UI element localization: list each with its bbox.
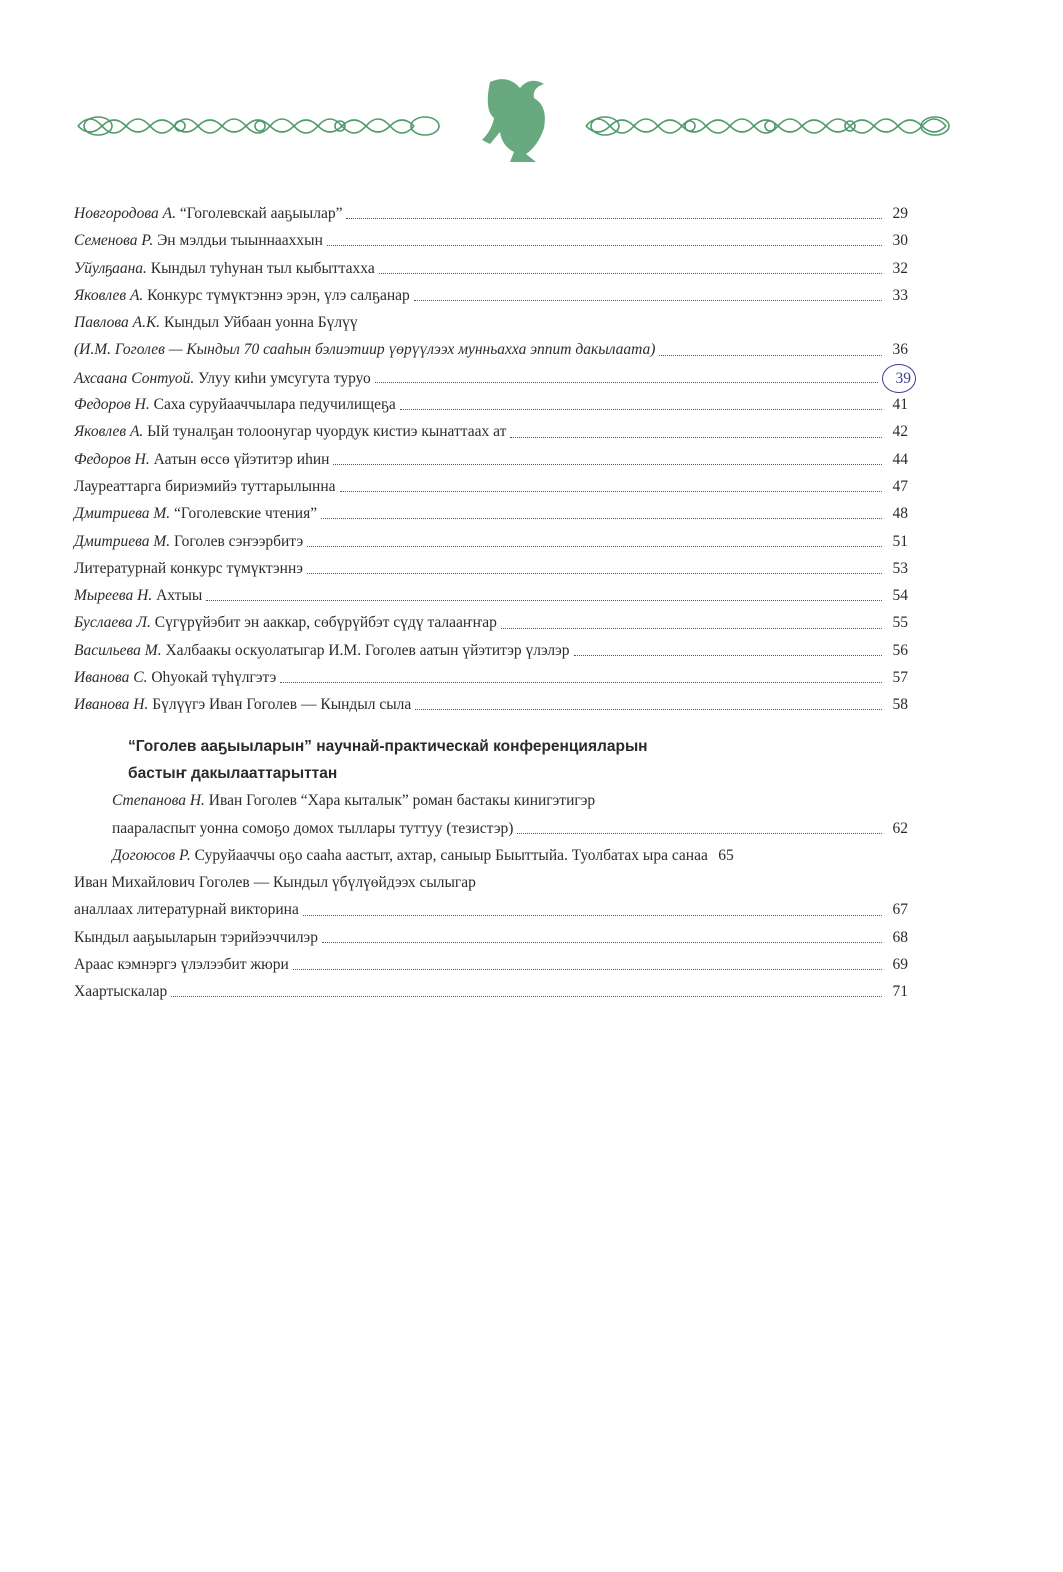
page-number: 56 xyxy=(892,641,908,659)
toc-entry xyxy=(74,691,908,718)
entry-title: Саха суруйааччылара педучилищеҕа xyxy=(153,396,396,414)
entry-title: Кындыл туһунан тыл кыбыттахха xyxy=(150,259,375,277)
entry-author: Буслаева Л. xyxy=(74,614,151,632)
toc-entry xyxy=(74,473,908,500)
toc-entry xyxy=(74,391,908,418)
leader-dots xyxy=(303,915,882,916)
toc-entry xyxy=(74,255,908,282)
right-vine-ornament xyxy=(586,117,949,135)
page-number: 69 xyxy=(892,956,908,974)
leader-dots xyxy=(379,273,882,274)
entry-author: Дмитриева М. xyxy=(74,505,171,523)
leader-dots xyxy=(327,245,882,246)
entry-author: Васильева М. xyxy=(74,641,162,659)
entry-author: Павлова А.К. xyxy=(74,314,161,332)
page-number: 65 xyxy=(718,846,734,864)
entry-title: Конкурс түмүктэннэ эрэн, үлэ салҕанар xyxy=(147,286,410,304)
toc-entry xyxy=(74,282,908,309)
toc-entry xyxy=(74,555,908,582)
entry-author: Догоюсов Р. xyxy=(112,846,191,864)
page-number: 67 xyxy=(892,901,908,919)
toc-entry xyxy=(74,637,908,664)
leader-dots xyxy=(340,491,882,492)
rearing-horse-emblem xyxy=(482,79,545,162)
leader-dots xyxy=(321,518,882,519)
toc-entry xyxy=(74,582,908,609)
toc-entry xyxy=(74,951,908,978)
entry-title: Араас кэмнэргэ үлэлээбит жюри xyxy=(74,956,289,974)
entry-author: Иванова С. xyxy=(74,669,148,687)
toc-entry xyxy=(74,446,908,473)
page-number: 48 xyxy=(892,505,908,523)
page-number: 54 xyxy=(892,587,908,605)
toc-tail-list xyxy=(74,869,908,1005)
toc-entry xyxy=(74,787,908,814)
entry-title: (И.М. Гоголев — Кындыл 70 сааһын бэлиэтиир үөрүүлээх мунньахха эппит дакылаата) xyxy=(74,341,656,359)
page-number: 55 xyxy=(892,614,908,632)
entry-author: Яковлев А. xyxy=(74,423,144,441)
page-number: 47 xyxy=(892,477,908,495)
toc-entry xyxy=(74,309,908,336)
entry-author: Яковлев А. xyxy=(74,286,144,304)
leader-dots xyxy=(415,709,882,710)
entry-author: Федоров Н. xyxy=(74,450,150,468)
leader-dots xyxy=(346,218,882,219)
entry-title: Гоголев сэҥээрбитэ xyxy=(174,532,304,550)
toc-entry xyxy=(74,842,908,869)
toc-entry xyxy=(74,924,908,951)
entry-title: аналлаах литературнай викторина xyxy=(74,901,299,919)
toc-entry xyxy=(74,978,908,1005)
entry-title: паараласпыт уонна сомоҕо домох тыллары туттуу (тезистэр) xyxy=(112,819,514,837)
toc-main-list xyxy=(74,200,911,719)
entry-title: Иван Гоголев “Хара кыталык” роман бастакы кинигэтигэр xyxy=(208,792,596,810)
entry-author: Мыреева Н. xyxy=(74,587,153,605)
page-number: 44 xyxy=(892,450,908,468)
page-number: 39 xyxy=(882,364,916,393)
section-heading-line1: “Гоголев ааҕыыларын” научнай-практическай конференцияларын xyxy=(128,737,648,755)
entry-title: “Гоголевскай ааҕыылар” xyxy=(179,205,343,222)
leader-dots xyxy=(574,655,882,656)
page-number: 68 xyxy=(892,928,908,946)
section-heading-line2: бастыҥ дакылааттарыттан xyxy=(128,764,338,782)
toc-entry xyxy=(74,896,908,923)
page-number: 53 xyxy=(892,559,908,577)
header-ornament xyxy=(0,60,1063,170)
leader-dots xyxy=(307,546,882,547)
entry-title: Литературнай конкурс түмүктэннэ xyxy=(74,559,303,577)
page-number: 71 xyxy=(892,983,908,1001)
leader-dots xyxy=(307,573,882,574)
entry-title: Кындыл Уйбаан уонна Бүлүү xyxy=(164,314,358,332)
leader-dots xyxy=(206,600,882,601)
page-number: 42 xyxy=(892,423,908,441)
entry-title: Халбаакы оскуолатыгар И.М. Гоголев аатын үйэтитэр үлэлэр xyxy=(165,641,570,659)
leader-dots xyxy=(322,942,882,943)
page-number: 29 xyxy=(892,205,908,222)
page-number: 58 xyxy=(892,696,908,714)
page-number: 57 xyxy=(892,669,908,687)
entry-author: Дмитриева М. xyxy=(74,532,171,550)
page-number: 62 xyxy=(892,819,908,837)
entry-title: Ахтыы xyxy=(156,587,203,605)
toc-entry xyxy=(74,200,908,227)
entry-title: Лауреаттарга бириэмийэ туттарылынна xyxy=(74,477,336,495)
entry-author: Новгородова А. xyxy=(74,205,176,222)
entry-title: Оһуокай түһүлгэтэ xyxy=(151,669,277,687)
entry-title: Иван Михайлович Гоголев — Кындыл үбүлүөйдээх сылыгар xyxy=(74,874,476,892)
toc-entry xyxy=(74,815,908,842)
leader-dots xyxy=(659,355,882,356)
toc-entry xyxy=(74,227,908,254)
entry-title: Аатын өссө үйэтитэр иһин xyxy=(153,450,330,468)
entry-author: Иванова Н. xyxy=(74,696,149,714)
leader-dots xyxy=(333,464,882,465)
toc-entry xyxy=(74,418,908,445)
toc-entry xyxy=(74,664,908,691)
toc-entry xyxy=(74,609,908,636)
page-number: 32 xyxy=(892,259,908,277)
entry-author: Уйулҕаана. xyxy=(74,259,147,277)
entry-title: Ый туналҕан толоонугар чуордук кистиэ кынаттаах ат xyxy=(147,423,507,441)
leader-dots xyxy=(375,382,878,383)
entry-title: Суруйааччы оҕо сааһа аастыт, ахтар, саныыр Быыттыйа. Туолбатах ыра санаа xyxy=(194,846,708,864)
leader-dots xyxy=(171,996,882,997)
leader-dots xyxy=(414,300,882,301)
page-number: 36 xyxy=(892,341,908,359)
toc-section-list xyxy=(74,787,908,869)
page-number: 33 xyxy=(892,286,908,304)
entry-title: Эн мэлдьи тыыннааххын xyxy=(157,232,323,250)
leader-dots xyxy=(280,682,882,683)
toc-entry xyxy=(74,364,911,391)
leader-dots xyxy=(501,628,882,629)
leader-dots xyxy=(400,409,882,410)
entry-author: Степанова Н. xyxy=(112,792,205,810)
page-number: 30 xyxy=(892,232,908,250)
entry-title: Сүгүрүйэбит эн ааккар, сөбүрүйбэт сүдү талааҥҥар xyxy=(154,614,497,632)
leader-dots xyxy=(510,437,882,438)
toc-entry xyxy=(74,336,908,363)
table-of-contents xyxy=(74,200,911,1006)
leader-dots xyxy=(293,969,882,970)
toc-entry xyxy=(74,500,908,527)
entry-author: Федоров Н. xyxy=(74,396,150,414)
left-vine-ornament xyxy=(78,117,439,135)
page-number: 41 xyxy=(892,396,908,414)
toc-entry xyxy=(74,528,908,555)
entry-title: “Гоголевские чтения” xyxy=(174,505,318,523)
page-number: 51 xyxy=(892,532,908,550)
leader-dots xyxy=(517,833,882,834)
entry-author: Ахсаана Сонтуой. xyxy=(74,369,195,387)
entry-title: Бүлүүгэ Иван Гоголев — Кындыл сыла xyxy=(152,696,412,714)
entry-title: Хаартыскалар xyxy=(74,983,168,1001)
entry-author: Семенова Р. xyxy=(74,232,154,250)
entry-title: Улуу киһи умсугута туруо xyxy=(198,369,371,387)
toc-entry xyxy=(74,869,908,896)
entry-title: Кындыл ааҕыыларын тэрийээччилэр xyxy=(74,928,318,946)
